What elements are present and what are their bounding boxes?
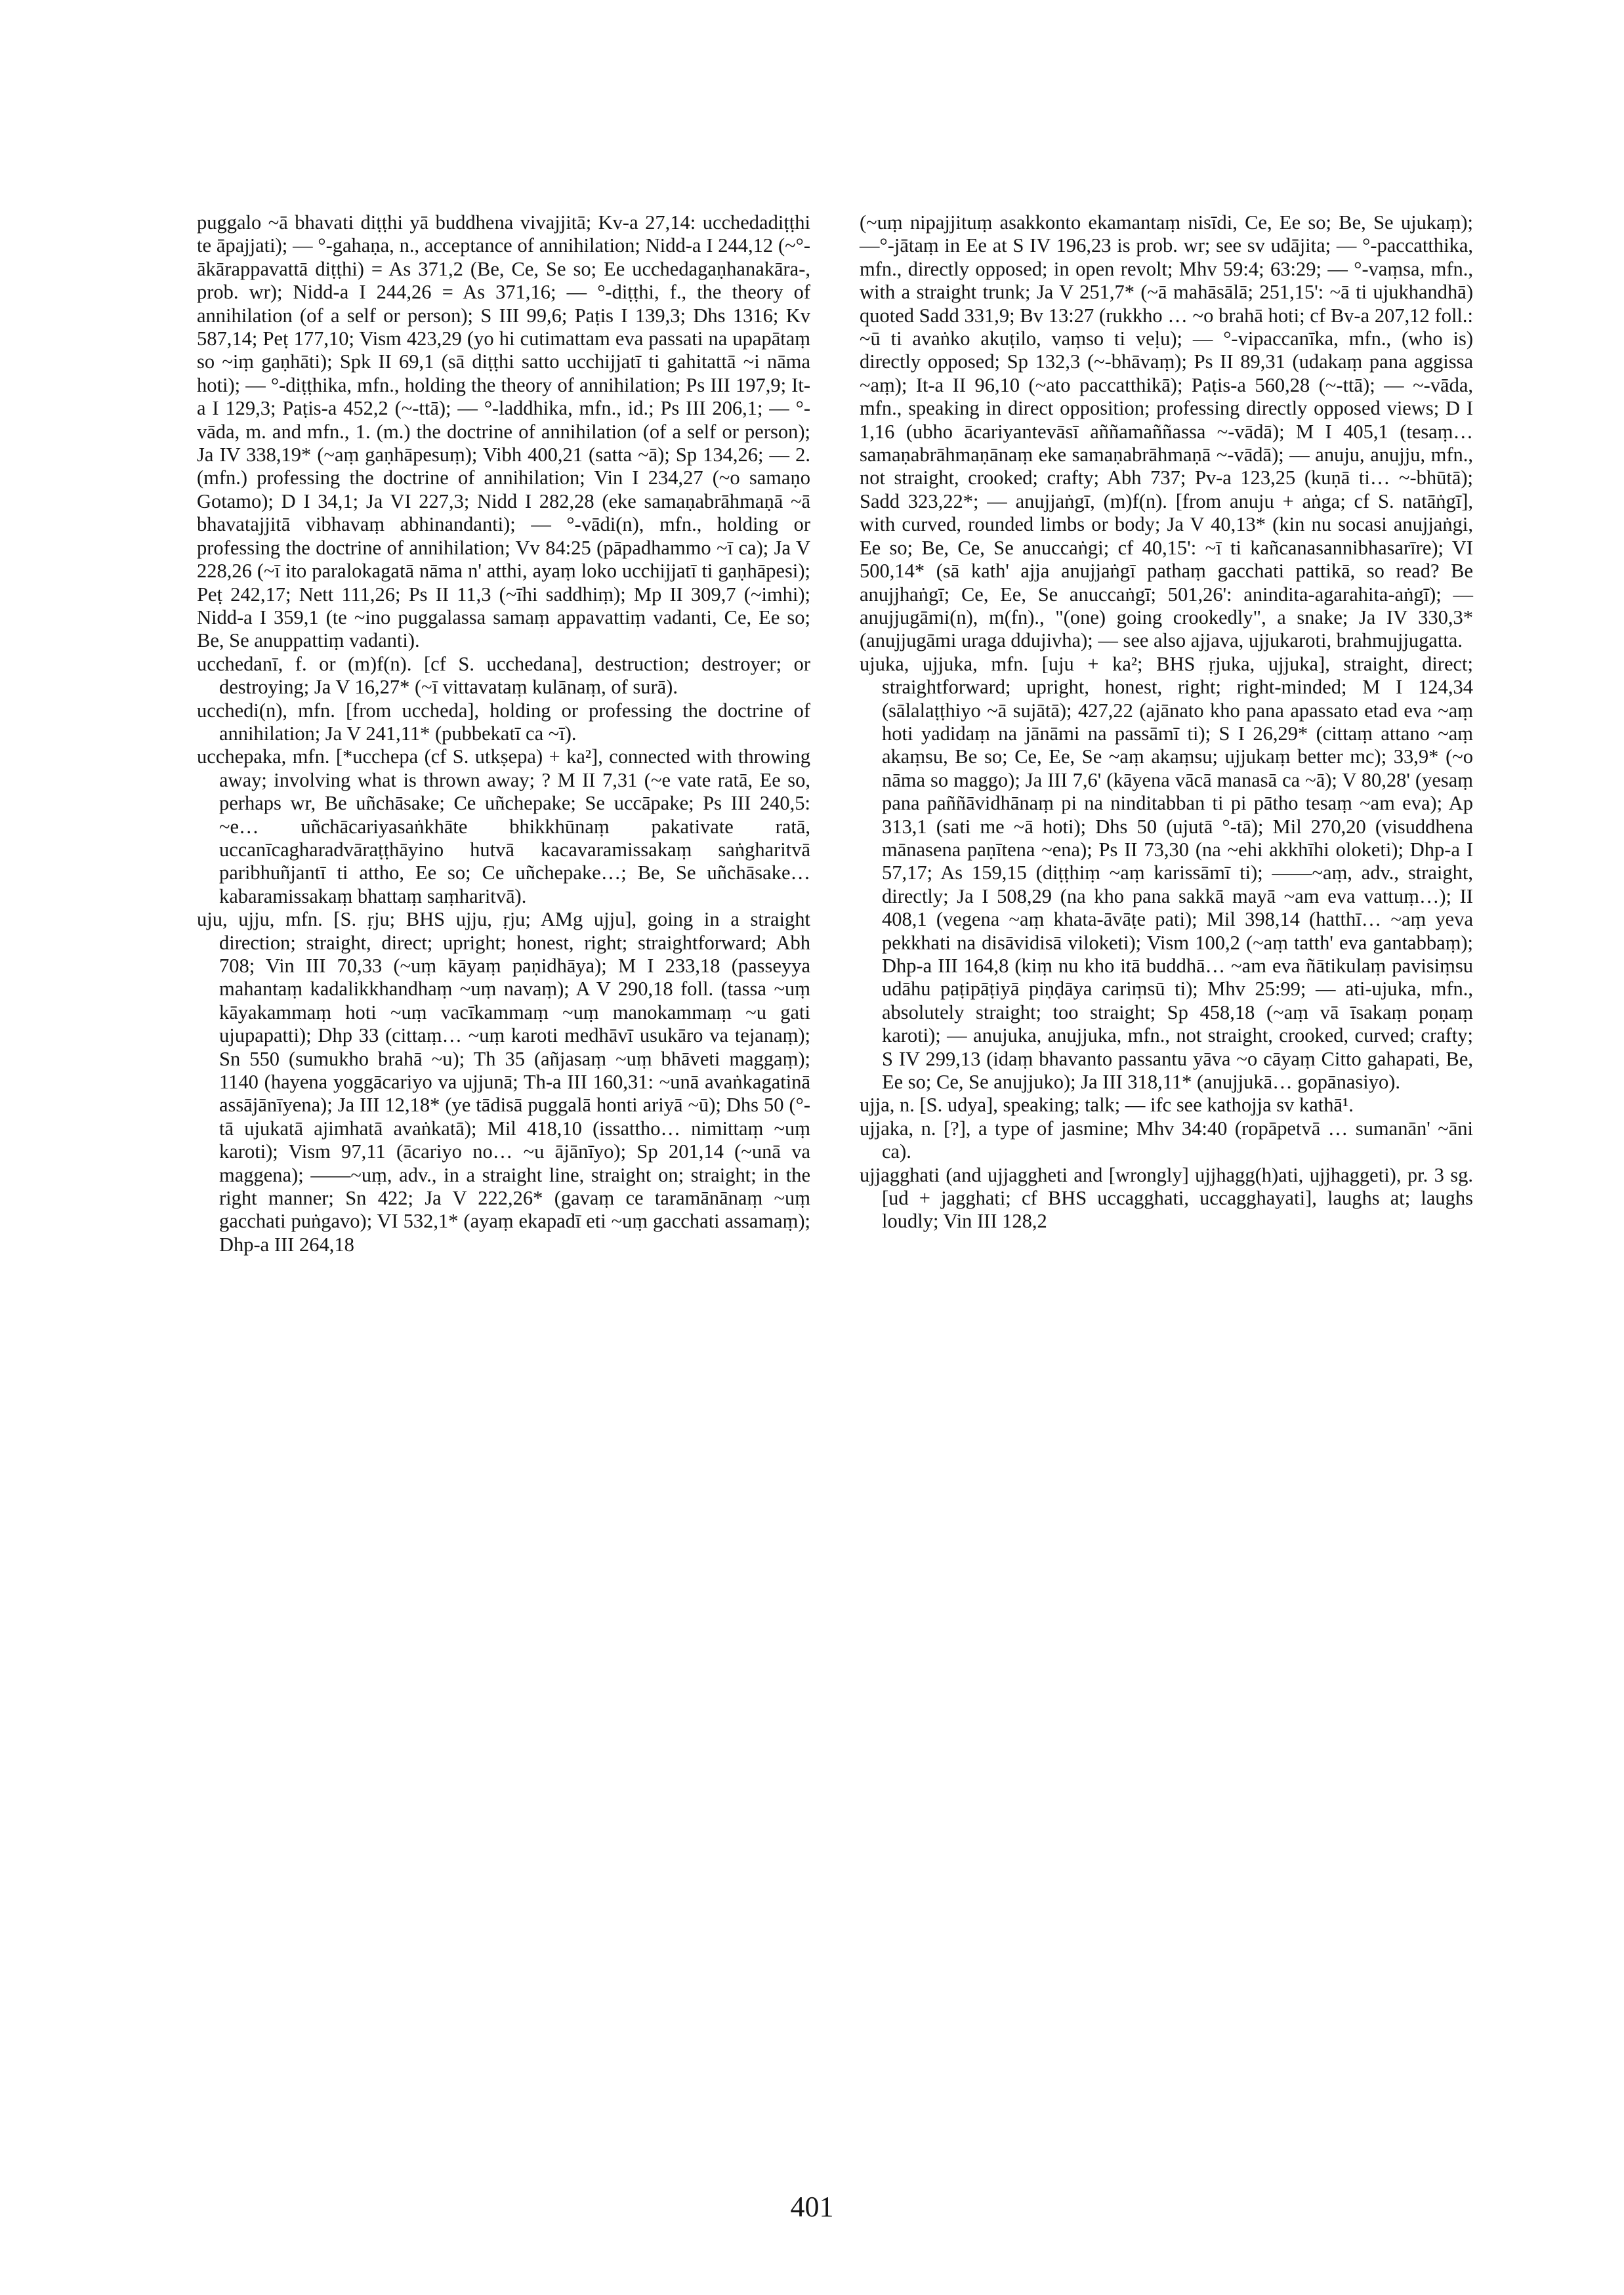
right-column <box>860 211 1473 1233</box>
entry-uju: uju, ujju, mfn. [S. ṛju; BHS ujju, ṛju; AMg ujju], going in a straight direction; straight, direct; upright; honest, right; straightforward; Abh 708; Vin III 70,33 (~uṃ kāyaṃ paṇidhāya); M I 233,18 (passeyya mahantaṃ kadalikkhandhaṃ ~uṃ navaṃ); A V 290,18 foll. (tassa ~uṃ kāyakammaṃ hoti ~uṃ vacīkammaṃ ~uṃ manokammaṃ ~u gati ujupapatti); Dhp 33 (cittaṃ… ~uṃ karoti medhāvī usukāro va tejanaṃ); Sn 550 (sumukho brahā ~u); Th 35 (añjasaṃ ~uṃ bhāveti maggaṃ); 1140 (hayena yoggācariyo va ujjunā; Th-a III 160,31: ~unā avaṅkagatinā assājānīyena); Ja III 12,18* (ye tādisā puggalā honti ariyā ~ū); Dhs 50 (°-tā ujukatā ajimhatā avaṅkatā); Mil 418,10 (issattho… nimittaṃ ~uṃ karoti); Vism 97,11 (ācariyo no… ~u ājānīyo); Sp 201,14 (~unā va maggena); ——~uṃ, adv., in a straight line, straight on; straight; in the right manner; Sn 422; Ja V 222,26* (gavaṃ ce taramānānaṃ ~uṃ gacchati puṅgavo); VI 532,1* (ayaṃ ekapadī eti ~uṃ gacchati assamaṃ); Dhp-a III 264,18 <box>197 908 810 1256</box>
entry-ujja: ujja, n. [S. udya], speaking; talk; — ifc see kathojja sv kathā¹. <box>860 1094 1354 1117</box>
left-column <box>197 211 810 1256</box>
entry-continuation-right: (~uṃ nipajjituṃ asakkonto ekamantaṃ nisīdi, Ce, Ee so; Be, Se ujukaṃ); —°-jātaṃ in Ee at S IV 196,23 is prob. wr; see sv udājita; — °-paccatthika, mfn., directly opposed; in open revolt; Mhv 59:4; 63:29; — °-vaṃsa, mfn., with a straight trunk; Ja V 251,7* (~ā mahāsālā; 251,15': ~ā ti ujukhandhā) quoted Sadd 331,9; Bv 13:27 (rukkho … ~o brahā hoti; cf Bv-a 207,12 foll.: ~ū ti avaṅko akuṭilo, vaṃso ti veḷu); — °-vipaccanīka, mfn., (who is) directly opposed; Sp 132,3 (~-bhāvaṃ); Ps II 89,31 (udakaṃ pana aggissa ~aṃ); It-a II 96,10 (~ato paccatthikā); Paṭis-a 560,28 (~-ttā); — ~-vāda, mfn., speaking in direct opposition; professing directly opposed views; D I 1,16 (ubho ācariyantevāsī aññamaññassa ~-vādā); M I 405,1 (tesaṃ… samaṇabrāhmaṇānaṃ eke samaṇabrāhmaṇā ~-vādā); — anuju, anujju, mfn., not straight, crooked; crafty; Abh 737; Pv-a 123,25 (kuṇā ti… ~-bhūtā); Sadd 323,22*; — anujjaṅgī, (m)f(n). [from anuju + aṅga; cf S. natāṅgī], with curved, rounded limbs or body; Ja V 40,13* (kin nu socasi anujjaṅgi, Ee so; Be, Ce, Se anuccaṅgi; cf 40,15': ~ī ti kañcanasannibhasarīre); VI 500,14* (sā kath' ajja anujjaṅgī pathaṃ gacchati pattikā, so read? Be anujjhaṅgī; Ce, Ee, Se anuccaṅgī; 501,26': anindita-agarahita-aṅgī); — anujjugāmi(n), m(fn)., "(one) going crookedly", a snake; Ja IV 330,3* (anujjugāmi uraga ddujivha); — see also ajjava, ujjukaroti, brahmujjugatta. <box>860 211 1473 652</box>
entry-ujjaka: ujjaka, n. [?], a type of jasmine; Mhv 34:40 (ropāpetvā … sumanān' ~āni ca). <box>860 1117 1473 1163</box>
entry-ucchepaka: ucchepaka, mfn. [*ucchepa (cf S. utkṣepa) + ka²], connected with throwing away; involving what is thrown away; ? M II 7,31 (~e vate ratā, Ee so, perhaps wr, Be uñchāsake; Ce uñchepake; Se uccāpake; Ps III 240,5: ~e… uñchācariyasaṅkhāte bhikkhūnaṃ pakativate ratā, uccanīcagharadvāraṭṭhāyino hutvā kacavaramissakaṃ saṅgharitvā paribhuñjantī ti attho, Ee so; Ce uñchepake…; Be, Se uñchāsake… kabaramissakaṃ bhattaṃ saṃharitvā). <box>197 745 810 907</box>
entry-ujjagghati: ujjagghati (and ujjaggheti and [wrongly] ujjhagg(h)ati, ujjhaggeti), pr. 3 sg. [ud + jagghati; cf BHS uccagghati, uccagghayati], laughs at; laughs loudly; Vin III 128,2 <box>860 1163 1473 1233</box>
entry-ujuka: ujuka, ujjuka, mfn. [uju + ka²; BHS ṛjuka, ujjuka], straight, direct; straightforward; upright, honest, right; right-minded; M I 124,34 (sālalaṭṭhiyo ~ā sujātā); 427,22 (ajānato kho pana apassato etad eva ~aṃ hoti yadidaṃ na jānāmi na passāmī ti); S I 26,29* (cittaṃ attano ~aṃ akaṃsu, Be so; Ce, Ee, Se ~aṃ akaṃsu; ujjukaṃ better mc); 33,9* (~o nāma so maggo); Ja III 7,6' (kāyena vācā manasā ca ~ā); V 80,28' (yesaṃ pana paññāvidhānaṃ pi na ninditabban ti pi pātho tesaṃ ~am eva); Ap 313,1 (sati me ~ā hoti); Dhs 50 (ujutā °-tā); Mil 270,20 (visuddhena mānasena paṇītena ~ena); Ps II 73,30 (na ~ehi akkhīhi oloketi); Dhp-a I 57,17; As 159,15 (diṭṭhiṃ ~aṃ karissāmī ti); ——~aṃ, adv., straight, directly; Ja I 508,29 (na kho pana sakkā mayā ~am eva vattuṃ…); II 408,1 (vegena ~aṃ khata-āvāṭe pati); Mil 398,14 (hatthī… ~aṃ yeva pekkhati na disāvidisā viloketi); Vism 100,2 (~aṃ tatth' eva gantabbaṃ); Dhp-a III 164,8 (kiṃ nu kho itā buddhā… ~am eva ñātikulaṃ pavisiṃsu udāhu paṭipāṭiyā piṇḍāya cariṃsū ti); Mhv 25:99; — ati-ujuka, mfn., absolutely straight; too straight; Sp 458,18 (~aṃ vā īsakaṃ poṇaṃ karoti); — anujuka, anujjuka, mfn., not straight, crooked, curved; crafty; S IV 299,13 (idaṃ bhavanto passantu yāva ~o cāyaṃ Citto gahapati, Be, Ee so; Ce, Se anujjuko); Ja III 318,11* (anujjukā… gopānasiyo). <box>860 652 1473 1094</box>
entry-continuation: puggalo ~ā bhavati diṭṭhi yā buddhena vivajjitā; Kv-a 27,14: ucchedadiṭṭhi te āpajjati); — °-gahaṇa, n., acceptance of annihilation; Nidd-a I 244,12 (~°-ākārappavattā diṭṭhi) = As 371,2 (Be, Ce, Se so; Ee ucchedagaṇhanakāra-, prob. wr); Nidd-a I 244,26 = As 371,16; — °-diṭṭhi, f., the theory of annihilation (of a self or person); S III 99,6; Paṭis I 139,3; Dhs 1316; Kv 587,14; Peṭ 177,10; Vism 423,29 (yo hi cutimattam eva passati na upapātaṃ so ~iṃ gaṇhāti); Spk II 69,1 (sā diṭṭhi satto ucchijjatī ti gahitattā ~i nāma hoti); — °-diṭṭhika, mfn., holding the theory of annihilation; Ps III 197,9; It-a I 129,3; Paṭis-a 452,2 (~-ttā); — °-laddhika, mfn., id.; Ps III 206,1; — °-vāda, m. and mfn., 1. (m.) the doctrine of annihilation (of a self or person); Ja IV 338,19* (~aṃ gaṇhāpesuṃ); Vibh 400,21 (satta ~ā); Sp 134,26; — 2. (mfn.) professing the doctrine of annihilation; Vin I 234,27 (~o samaṇo Gotamo); D I 34,1; Ja VI 227,3; Nidd I 282,28 (eke samaṇabrāhmaṇā ~ā bhavatajjitā vibhavaṃ abhinandanti); — °-vādi(n), mfn., holding or professing the doctrine of annihilation; Vv 84:25 (pāpadhammo ~ī ca); Ja V 228,26 (~ī ito paralokagatā nāma n' atthi, ayaṃ loko ucchijjatī ti gaṇhāpesi); Peṭ 242,17; Nett 111,26; Ps II 11,3 (~īhi saddhiṃ); Mp II 309,7 (~imhi); Nidd-a I 359,1 (te ~ino puggalassa samaṃ appavattiṃ vadanti, Ce, Ee so; Be, Se anuppattiṃ vadanti). <box>197 211 810 652</box>
page-number: 401 <box>790 2191 834 2223</box>
entry-ucchedin: ucchedi(n), mfn. [from uccheda], holding or professing the doctrine of annihilation; Ja V 241,11* (pubbekatī ca ~ī). <box>197 699 810 745</box>
entry-ucchedani: ucchedanī, f. or (m)f(n). [cf S. ucchedana], destruction; destroyer; or destroying; Ja V 16,27* (~ī vittavataṃ kulānaṃ, of surā). <box>197 652 810 699</box>
